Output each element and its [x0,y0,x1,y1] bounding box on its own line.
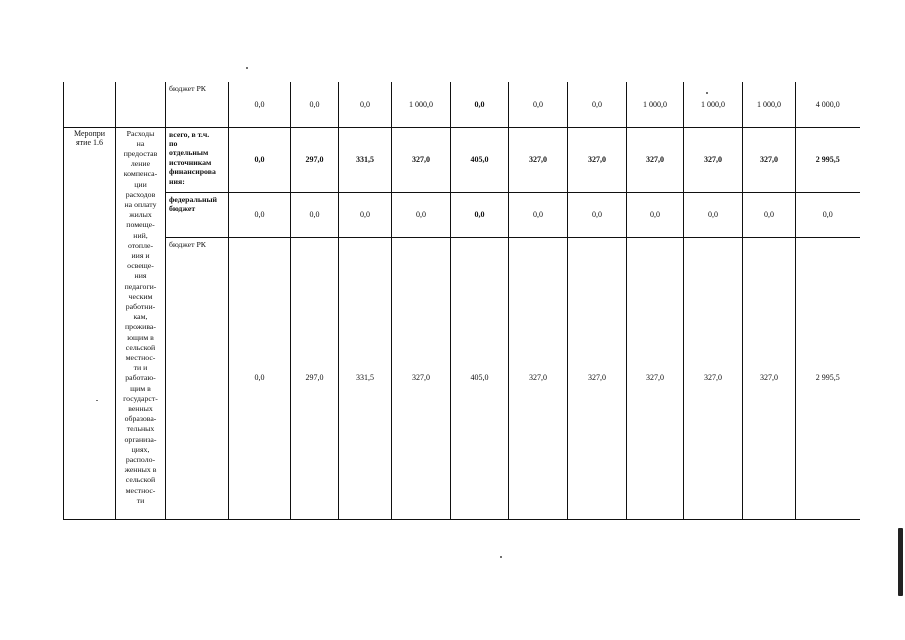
value-cell: 0,0 [339,192,392,237]
funding-source-cell: бюджет РК [166,237,229,519]
value-cell: 327,0 [684,237,743,519]
value-cell: 327,0 [743,127,796,192]
table-row [64,192,860,237]
table-row [64,127,860,192]
value-cell: 1 000,0 [684,82,743,127]
value-cell: 0,0 [743,192,796,237]
value-cell: 1 000,0 [743,82,796,127]
value-cell: 0,0 [568,192,627,237]
value-cell: 327,0 [627,237,684,519]
value-cell: 0,0 [229,192,291,237]
scan-dust [500,556,502,558]
value-cell: 0,0 [451,82,509,127]
value-cell: 1 000,0 [627,82,684,127]
value-cell: 0,0 [229,237,291,519]
value-cell: 2 995,5 [796,237,860,519]
value-cell: 327,0 [509,127,568,192]
value-cell: 297,0 [291,127,339,192]
value-cell: 331,5 [339,237,392,519]
table-row [64,237,860,519]
value-cell: 327,0 [684,127,743,192]
value-cell: 327,0 [568,127,627,192]
value-cell: 0,0 [229,82,291,127]
value-cell: 297,0 [291,237,339,519]
table-row [64,82,860,127]
budget-table [63,82,860,520]
value-cell: 0,0 [291,82,339,127]
value-cell: 0,0 [509,82,568,127]
value-cell: 0,0 [291,192,339,237]
value-cell: 4 000,0 [796,82,860,127]
description-cell: Расходы на предостав ление компенса- ции расходов на оплату жилых помеще- ний, отопле- иия и освеще- ния педагоги- ческим работни- кам, прожива- ющим в сельской местнос- ти и работаю- щим в государст- венных образова- тельных организа- циях, располо- женных в сельской местнос- ти [116,127,166,519]
scan-edge-mark [898,528,903,596]
item-cell [64,82,116,127]
scan-dust [96,400,98,401]
scan-dust [246,67,248,69]
value-cell: 0,0 [684,192,743,237]
value-cell: 327,0 [392,237,451,519]
value-cell: 327,0 [743,237,796,519]
value-cell: 327,0 [627,127,684,192]
value-cell: 405,0 [451,237,509,519]
value-cell: 2 995,5 [796,127,860,192]
value-cell: 327,0 [509,237,568,519]
value-cell: 0,0 [451,192,509,237]
scan-dust [706,92,708,94]
value-cell: 0,0 [229,127,291,192]
value-cell: 405,0 [451,127,509,192]
value-cell: 0,0 [627,192,684,237]
value-cell: 0,0 [392,192,451,237]
funding-source-cell: бюджет РК [166,82,229,127]
funding-source-cell: федеральный бюджет [166,192,229,237]
value-cell: 0,0 [568,82,627,127]
value-cell: 0,0 [796,192,860,237]
value-cell: 0,0 [339,82,392,127]
value-cell: 0,0 [509,192,568,237]
value-cell: 331,5 [339,127,392,192]
description-cell [116,82,166,127]
value-cell: 1 000,0 [392,82,451,127]
item-cell: Меропри ятие 1.6 [64,127,116,519]
value-cell: 327,0 [392,127,451,192]
value-cell: 327,0 [568,237,627,519]
funding-source-cell: всего, в т.ч. по отдельным источникам финансирова ния: [166,127,229,192]
